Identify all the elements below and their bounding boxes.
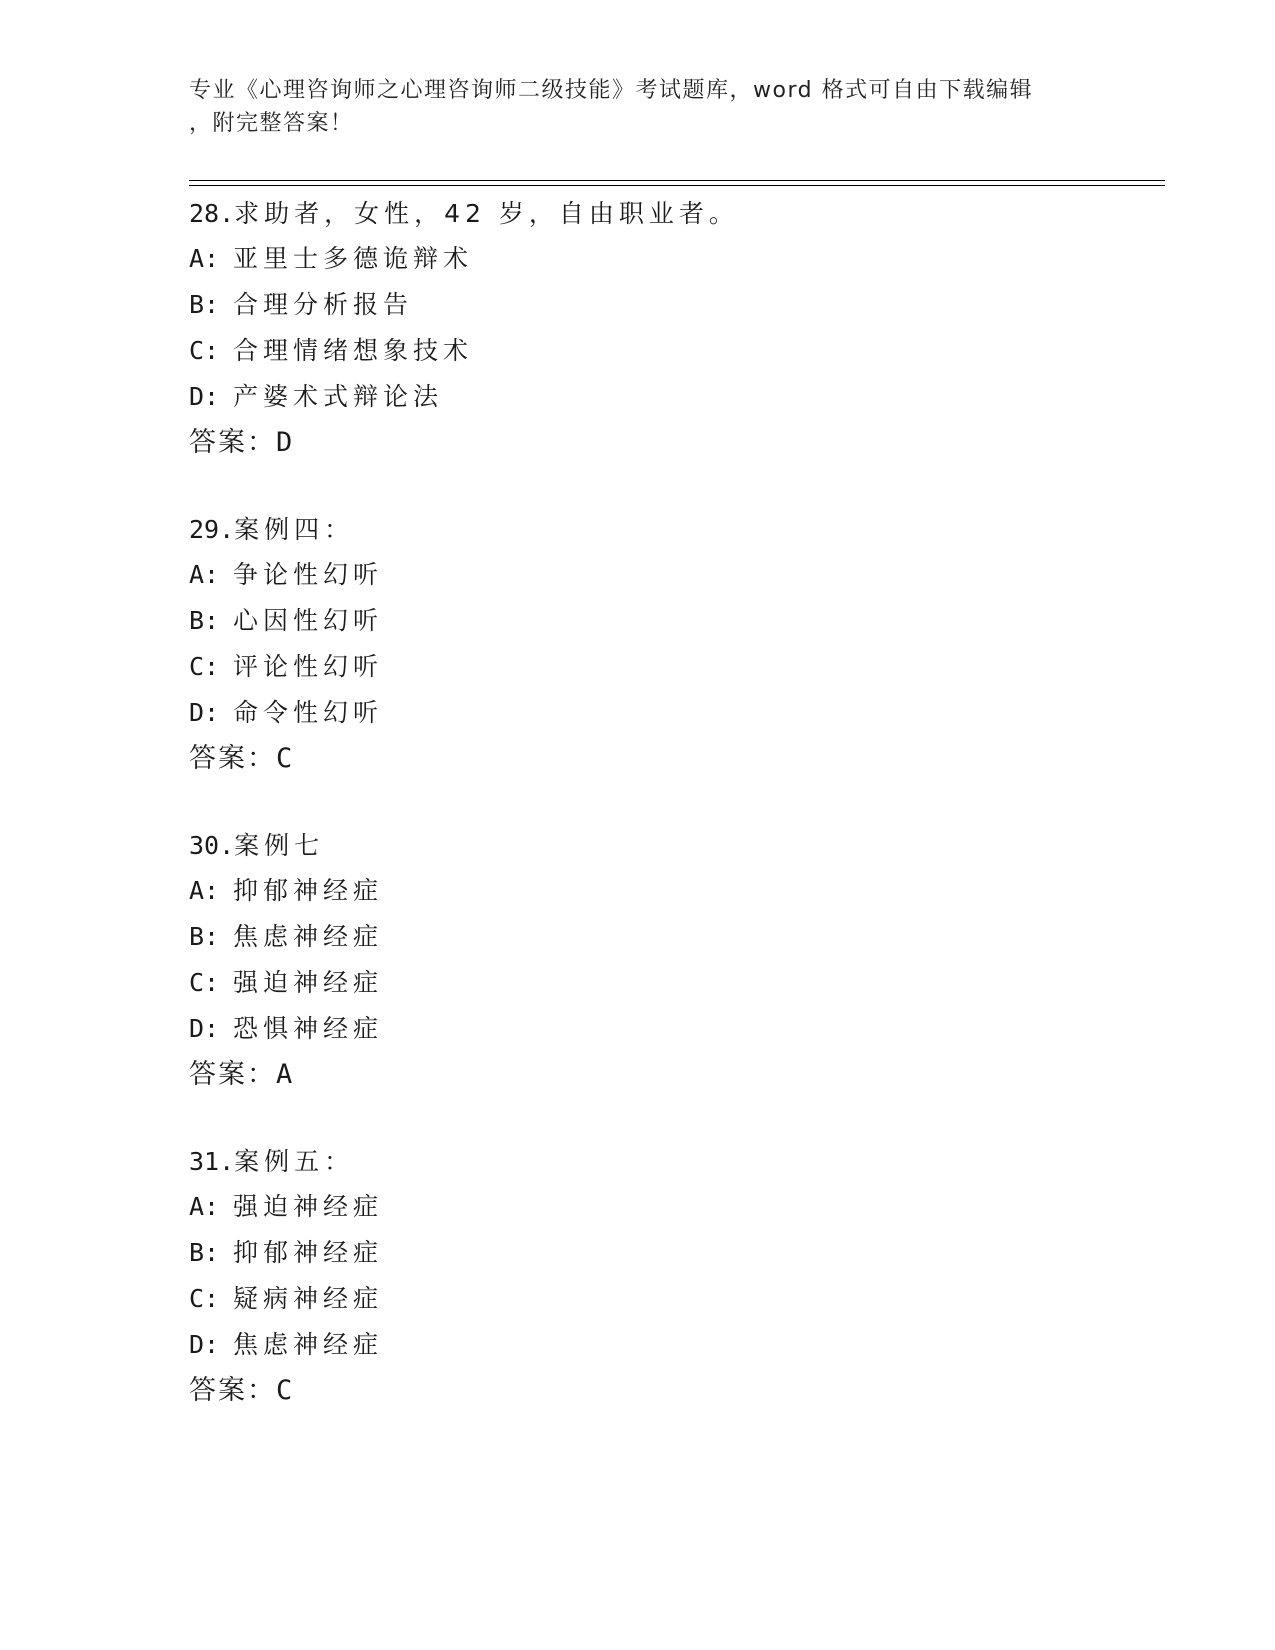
option-letter: C: bbox=[189, 652, 220, 681]
option-b bbox=[189, 914, 1149, 960]
option-text: 命令性幻听 bbox=[233, 698, 384, 727]
question-number: 28. bbox=[189, 199, 235, 228]
question-text: 求助者，女性，42 岁，自由职业者。 bbox=[234, 199, 739, 228]
option-letter: A: bbox=[189, 1192, 220, 1221]
option-text: 合理情绪想象技术 bbox=[233, 336, 474, 365]
option-c bbox=[189, 328, 1149, 374]
option-letter: D: bbox=[189, 1330, 220, 1359]
question-number: 29. bbox=[189, 515, 235, 544]
option-letter: A: bbox=[189, 876, 220, 905]
answer-line bbox=[189, 420, 1149, 466]
option-c bbox=[189, 960, 1149, 1006]
answer-value: D bbox=[276, 427, 293, 458]
option-text: 恐惧神经症 bbox=[233, 1014, 384, 1043]
option-letter: C: bbox=[189, 336, 220, 365]
option-a bbox=[189, 1184, 1149, 1230]
option-a bbox=[189, 868, 1149, 914]
question-stem bbox=[189, 192, 1149, 236]
answer-label: 答案： bbox=[189, 743, 276, 774]
option-d bbox=[189, 1322, 1149, 1368]
answer-label: 答案： bbox=[189, 1059, 276, 1090]
option-text: 强迫神经症 bbox=[233, 1192, 384, 1221]
question-text: 案例七 bbox=[234, 831, 325, 860]
option-text: 疑病神经症 bbox=[233, 1284, 384, 1313]
option-text: 评论性幻听 bbox=[233, 652, 384, 681]
option-d bbox=[189, 690, 1149, 736]
document-header bbox=[189, 74, 1089, 140]
option-text: 焦虑神经症 bbox=[233, 1330, 384, 1359]
option-letter: A: bbox=[189, 244, 220, 273]
question-text: 案例五： bbox=[234, 1147, 355, 1176]
answer-value: C bbox=[276, 1375, 293, 1406]
answer-label: 答案： bbox=[189, 427, 276, 458]
question-item bbox=[189, 1140, 1149, 1414]
answer-line bbox=[189, 1368, 1149, 1414]
option-letter: B: bbox=[189, 1238, 220, 1267]
option-b bbox=[189, 282, 1149, 328]
option-text: 抑郁神经症 bbox=[233, 1238, 384, 1267]
option-letter: D: bbox=[189, 1014, 220, 1043]
option-letter: C: bbox=[189, 968, 220, 997]
answer-line bbox=[189, 1052, 1149, 1098]
option-a bbox=[189, 552, 1149, 598]
question-text: 案例四： bbox=[234, 515, 355, 544]
option-a bbox=[189, 236, 1149, 282]
option-b bbox=[189, 598, 1149, 644]
option-text: 产婆术式辩论法 bbox=[233, 382, 444, 411]
answer-label: 答案： bbox=[189, 1375, 276, 1406]
question-stem bbox=[189, 508, 1149, 552]
option-letter: D: bbox=[189, 382, 220, 411]
question-stem bbox=[189, 1140, 1149, 1184]
question-item bbox=[189, 824, 1149, 1098]
option-d bbox=[189, 374, 1149, 420]
option-c bbox=[189, 644, 1149, 690]
question-item bbox=[189, 192, 1149, 466]
option-d bbox=[189, 1006, 1149, 1052]
answer-value: C bbox=[276, 743, 293, 774]
option-letter: C: bbox=[189, 1284, 220, 1313]
option-letter: B: bbox=[189, 606, 220, 635]
header-divider-bottom bbox=[189, 185, 1165, 186]
question-list bbox=[189, 192, 1149, 1456]
option-text: 抑郁神经症 bbox=[233, 876, 384, 905]
question-number: 30. bbox=[189, 831, 235, 860]
option-letter: B: bbox=[189, 922, 220, 951]
option-c bbox=[189, 1276, 1149, 1322]
option-text: 争论性幻听 bbox=[233, 560, 384, 589]
option-letter: B: bbox=[189, 290, 220, 319]
option-text: 合理分析报告 bbox=[233, 290, 414, 319]
header-line-1: 专业《心理咨询师之心理咨询师二级技能》考试题库，word 格式可自由下载编辑 bbox=[189, 78, 1034, 103]
option-letter: A: bbox=[189, 560, 220, 589]
question-number: 31. bbox=[189, 1147, 235, 1176]
question-stem bbox=[189, 824, 1149, 868]
option-letter: D: bbox=[189, 698, 220, 727]
header-divider-top bbox=[189, 180, 1165, 181]
option-text: 强迫神经症 bbox=[233, 968, 384, 997]
option-b bbox=[189, 1230, 1149, 1276]
header-line-2: ，附完整答案！ bbox=[189, 111, 354, 136]
answer-line bbox=[189, 736, 1149, 782]
option-text: 亚里士多德诡辩术 bbox=[233, 244, 474, 273]
option-text: 心因性幻听 bbox=[233, 606, 384, 635]
answer-value: A bbox=[276, 1059, 293, 1090]
option-text: 焦虑神经症 bbox=[233, 922, 384, 951]
question-item bbox=[189, 508, 1149, 782]
